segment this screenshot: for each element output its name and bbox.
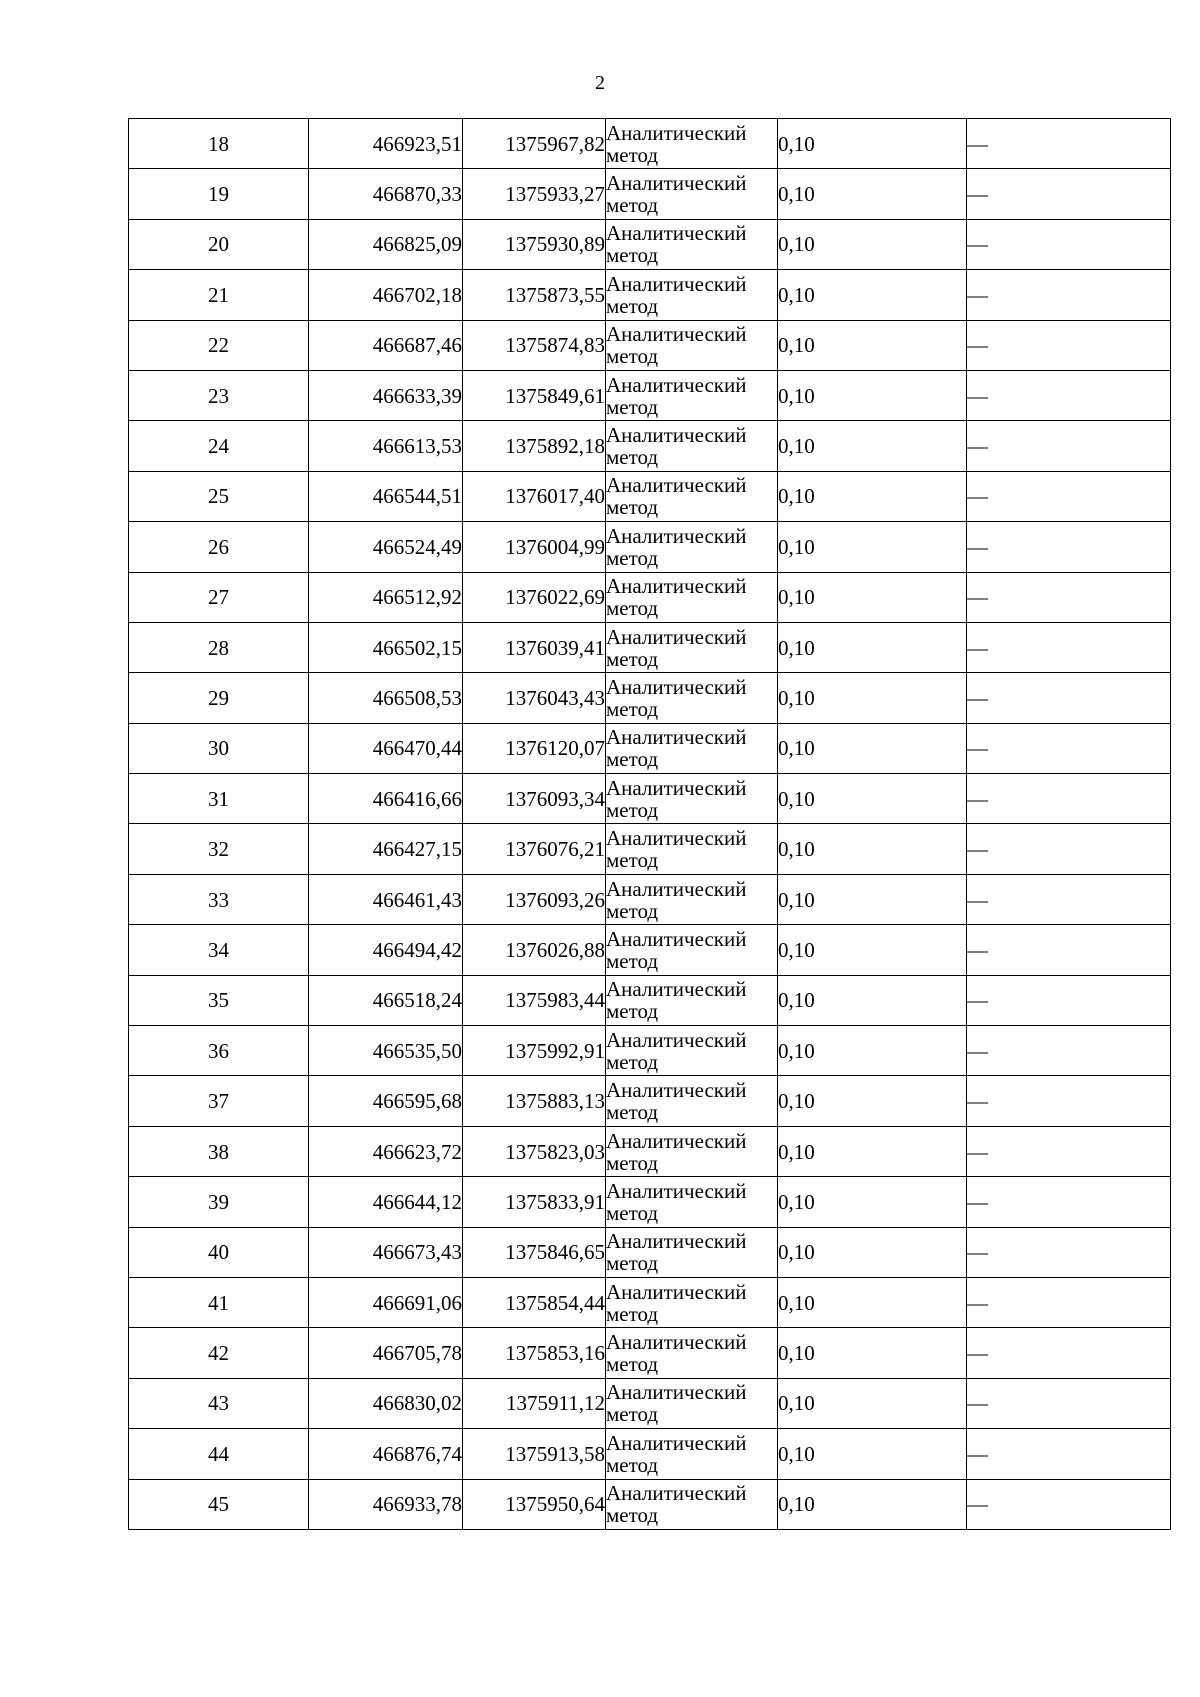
point-number-cell: 21 (129, 270, 309, 320)
description-cell: — (967, 1076, 1171, 1126)
x-coordinate-cell: 466825,09 (309, 219, 463, 269)
y-coordinate-cell: 1375853,16 (463, 1328, 606, 1378)
point-number-cell: 35 (129, 975, 309, 1025)
method-line-2: метод (606, 193, 659, 218)
y-coordinate-cell: 1375983,44 (463, 975, 606, 1025)
method-cell (606, 1227, 778, 1277)
method-line-1: Аналитический (606, 322, 747, 347)
x-coordinate-cell: 466502,15 (309, 622, 463, 672)
x-coordinate-cell: 466524,49 (309, 522, 463, 572)
method-line-2: метод (606, 243, 659, 268)
method-cell (606, 1026, 778, 1076)
point-number-cell: 27 (129, 572, 309, 622)
method-line-1: Аналитический (606, 1128, 747, 1153)
method-line-1: Аналитический (606, 423, 747, 448)
method-cell (606, 1429, 778, 1479)
description-cell: — (967, 622, 1171, 672)
method-line-2: метод (606, 1301, 659, 1326)
method-cell (606, 1277, 778, 1327)
accuracy-cell: 0,10 (778, 119, 967, 169)
method-line-1: Аналитический (606, 574, 747, 599)
x-coordinate-cell: 466416,66 (309, 774, 463, 824)
method-line-1: Аналитический (606, 473, 747, 498)
accuracy-cell: 0,10 (778, 421, 967, 471)
description-cell: — (967, 572, 1171, 622)
method-line-2: метод (606, 898, 659, 923)
accuracy-cell: 0,10 (778, 320, 967, 370)
description-cell: — (967, 1126, 1171, 1176)
method-cell (606, 622, 778, 672)
point-number-cell: 33 (129, 874, 309, 924)
x-coordinate-cell: 466494,42 (309, 925, 463, 975)
method-line-1: Аналитический (606, 876, 747, 901)
x-coordinate-cell: 466470,44 (309, 723, 463, 773)
table-row (129, 673, 1171, 723)
table-row (129, 723, 1171, 773)
y-coordinate-cell: 1376039,41 (463, 622, 606, 672)
y-coordinate-cell: 1375911,12 (463, 1378, 606, 1428)
y-coordinate-cell: 1375992,91 (463, 1026, 606, 1076)
method-line-1: Аналитический (606, 1380, 747, 1405)
description-cell: — (967, 723, 1171, 773)
method-cell (606, 421, 778, 471)
method-line-1: Аналитический (606, 1229, 747, 1254)
method-line-2: метод (606, 1200, 659, 1225)
description-cell: — (967, 925, 1171, 975)
method-line-1: Аналитический (606, 977, 747, 1002)
method-line-1: Аналитический (606, 775, 747, 800)
description-cell: — (967, 1026, 1171, 1076)
table-row (129, 471, 1171, 521)
table-row (129, 522, 1171, 572)
point-number-cell: 20 (129, 219, 309, 269)
method-line-1: Аналитический (606, 120, 747, 145)
point-number-cell: 43 (129, 1378, 309, 1428)
table-row (129, 119, 1171, 169)
method-cell (606, 975, 778, 1025)
method-line-1: Аналитический (606, 674, 747, 699)
method-line-1: Аналитический (606, 624, 747, 649)
x-coordinate-cell: 466633,39 (309, 370, 463, 420)
point-number-cell: 34 (129, 925, 309, 975)
method-line-1: Аналитический (606, 1330, 747, 1355)
method-line-2: метод (606, 1452, 659, 1477)
table-row (129, 774, 1171, 824)
y-coordinate-cell: 1376093,26 (463, 874, 606, 924)
table-row (129, 1429, 1171, 1479)
y-coordinate-cell: 1375892,18 (463, 421, 606, 471)
y-coordinate-cell: 1375873,55 (463, 270, 606, 320)
y-coordinate-cell: 1376076,21 (463, 824, 606, 874)
method-cell (606, 119, 778, 169)
x-coordinate-cell: 466595,68 (309, 1076, 463, 1126)
table-row (129, 1076, 1171, 1126)
point-number-cell: 45 (129, 1479, 309, 1529)
y-coordinate-cell: 1376093,34 (463, 774, 606, 824)
description-cell: — (967, 169, 1171, 219)
x-coordinate-cell: 466923,51 (309, 119, 463, 169)
page-number: 2 (595, 72, 605, 94)
point-number-cell: 32 (129, 824, 309, 874)
method-cell (606, 370, 778, 420)
x-coordinate-cell: 466933,78 (309, 1479, 463, 1529)
method-line-1: Аналитический (606, 372, 747, 397)
method-line-2: метод (606, 596, 659, 621)
method-line-1: Аналитический (606, 1279, 747, 1304)
method-cell (606, 1076, 778, 1126)
method-line-2: метод (606, 1049, 659, 1074)
x-coordinate-cell: 466613,53 (309, 421, 463, 471)
description-cell: — (967, 1328, 1171, 1378)
method-cell (606, 270, 778, 320)
accuracy-cell: 0,10 (778, 824, 967, 874)
description-cell: — (967, 1378, 1171, 1428)
point-number-cell: 41 (129, 1277, 309, 1327)
method-cell (606, 320, 778, 370)
description-cell: — (967, 421, 1171, 471)
accuracy-cell: 0,10 (778, 370, 967, 420)
accuracy-cell: 0,10 (778, 471, 967, 521)
method-cell (606, 723, 778, 773)
x-coordinate-cell: 466691,06 (309, 1277, 463, 1327)
table-row (129, 370, 1171, 420)
method-line-2: метод (606, 1503, 659, 1528)
method-line-2: метод (606, 1251, 659, 1276)
x-coordinate-cell: 466687,46 (309, 320, 463, 370)
accuracy-cell: 0,10 (778, 1177, 967, 1227)
description-cell: — (967, 219, 1171, 269)
point-number-cell: 42 (129, 1328, 309, 1378)
method-line-1: Аналитический (606, 221, 747, 246)
accuracy-cell: 0,10 (778, 774, 967, 824)
x-coordinate-cell: 466508,53 (309, 673, 463, 723)
description-cell: — (967, 320, 1171, 370)
x-coordinate-cell: 466673,43 (309, 1227, 463, 1277)
table-row (129, 975, 1171, 1025)
point-number-cell: 40 (129, 1227, 309, 1277)
table-row (129, 1328, 1171, 1378)
method-cell (606, 572, 778, 622)
method-line-1: Аналитический (606, 1178, 747, 1203)
x-coordinate-cell: 466830,02 (309, 1378, 463, 1428)
method-line-2: метод (606, 394, 659, 419)
point-number-cell: 18 (129, 119, 309, 169)
method-line-2: метод (606, 848, 659, 873)
description-cell: — (967, 119, 1171, 169)
y-coordinate-cell: 1375967,82 (463, 119, 606, 169)
accuracy-cell: 0,10 (778, 1026, 967, 1076)
method-line-2: метод (606, 545, 659, 570)
y-coordinate-cell: 1376120,07 (463, 723, 606, 773)
x-coordinate-cell: 466644,12 (309, 1177, 463, 1227)
y-coordinate-cell: 1376004,99 (463, 522, 606, 572)
method-line-2: метод (606, 293, 659, 318)
table-row (129, 572, 1171, 622)
y-coordinate-cell: 1376026,88 (463, 925, 606, 975)
accuracy-cell: 0,10 (778, 522, 967, 572)
y-coordinate-cell: 1375849,61 (463, 370, 606, 420)
method-line-2: метод (606, 797, 659, 822)
accuracy-cell: 0,10 (778, 219, 967, 269)
method-line-1: Аналитический (606, 523, 747, 548)
x-coordinate-cell: 466427,15 (309, 824, 463, 874)
coordinates-table-body (129, 119, 1171, 1530)
y-coordinate-cell: 1375933,27 (463, 169, 606, 219)
description-cell: — (967, 1177, 1171, 1227)
method-cell (606, 1479, 778, 1529)
method-line-1: Аналитический (606, 926, 747, 951)
accuracy-cell: 0,10 (778, 1378, 967, 1428)
method-line-1: Аналитический (606, 826, 747, 851)
table-row (129, 169, 1171, 219)
method-cell (606, 219, 778, 269)
table-row (129, 421, 1171, 471)
method-cell (606, 169, 778, 219)
accuracy-cell: 0,10 (778, 572, 967, 622)
method-line-2: метод (606, 344, 659, 369)
method-cell (606, 471, 778, 521)
accuracy-cell: 0,10 (778, 622, 967, 672)
accuracy-cell: 0,10 (778, 723, 967, 773)
table-row (129, 1126, 1171, 1176)
description-cell: — (967, 522, 1171, 572)
method-cell (606, 774, 778, 824)
x-coordinate-cell: 466623,72 (309, 1126, 463, 1176)
table-row (129, 219, 1171, 269)
table-row (129, 1177, 1171, 1227)
method-cell (606, 824, 778, 874)
description-cell: — (967, 1277, 1171, 1327)
method-line-2: метод (606, 999, 659, 1024)
point-number-cell: 36 (129, 1026, 309, 1076)
method-cell (606, 925, 778, 975)
method-line-2: метод (606, 495, 659, 520)
point-number-cell: 28 (129, 622, 309, 672)
point-number-cell: 25 (129, 471, 309, 521)
x-coordinate-cell: 466518,24 (309, 975, 463, 1025)
table-row (129, 1227, 1171, 1277)
method-line-1: Аналитический (606, 1078, 747, 1103)
method-line-2: метод (606, 1402, 659, 1427)
accuracy-cell: 0,10 (778, 270, 967, 320)
point-number-cell: 29 (129, 673, 309, 723)
accuracy-cell: 0,10 (778, 1479, 967, 1529)
description-cell: — (967, 975, 1171, 1025)
method-line-2: метод (606, 646, 659, 671)
x-coordinate-cell: 466512,92 (309, 572, 463, 622)
accuracy-cell: 0,10 (778, 1429, 967, 1479)
method-cell (606, 874, 778, 924)
coordinates-table (128, 118, 1171, 1530)
method-cell (606, 1378, 778, 1428)
y-coordinate-cell: 1375833,91 (463, 1177, 606, 1227)
method-cell (606, 1126, 778, 1176)
y-coordinate-cell: 1375854,44 (463, 1277, 606, 1327)
method-line-2: метод (606, 142, 659, 167)
point-number-cell: 19 (129, 169, 309, 219)
table-row (129, 1277, 1171, 1327)
accuracy-cell: 0,10 (778, 1076, 967, 1126)
method-line-1: Аналитический (606, 1027, 747, 1052)
y-coordinate-cell: 1375950,64 (463, 1479, 606, 1529)
y-coordinate-cell: 1375883,13 (463, 1076, 606, 1126)
accuracy-cell: 0,10 (778, 169, 967, 219)
point-number-cell: 26 (129, 522, 309, 572)
description-cell: — (967, 824, 1171, 874)
description-cell: — (967, 370, 1171, 420)
method-cell (606, 1177, 778, 1227)
description-cell: — (967, 874, 1171, 924)
accuracy-cell: 0,10 (778, 874, 967, 924)
y-coordinate-cell: 1375930,89 (463, 219, 606, 269)
point-number-cell: 23 (129, 370, 309, 420)
point-number-cell: 37 (129, 1076, 309, 1126)
point-number-cell: 44 (129, 1429, 309, 1479)
y-coordinate-cell: 1375874,83 (463, 320, 606, 370)
y-coordinate-cell: 1375846,65 (463, 1227, 606, 1277)
table-row (129, 874, 1171, 924)
point-number-cell: 39 (129, 1177, 309, 1227)
method-line-1: Аналитический (606, 1481, 747, 1506)
table-row (129, 320, 1171, 370)
table-row (129, 1378, 1171, 1428)
point-number-cell: 22 (129, 320, 309, 370)
description-cell: — (967, 1227, 1171, 1277)
x-coordinate-cell: 466461,43 (309, 874, 463, 924)
table-row (129, 1026, 1171, 1076)
method-line-1: Аналитический (606, 171, 747, 196)
accuracy-cell: 0,10 (778, 925, 967, 975)
x-coordinate-cell: 466705,78 (309, 1328, 463, 1378)
table-row (129, 1479, 1171, 1529)
accuracy-cell: 0,10 (778, 1277, 967, 1327)
description-cell: — (967, 774, 1171, 824)
method-line-2: метод (606, 1352, 659, 1377)
point-number-cell: 30 (129, 723, 309, 773)
method-cell (606, 522, 778, 572)
method-line-2: метод (606, 747, 659, 772)
x-coordinate-cell: 466544,51 (309, 471, 463, 521)
point-number-cell: 31 (129, 774, 309, 824)
point-number-cell: 24 (129, 421, 309, 471)
table-row (129, 925, 1171, 975)
method-line-2: метод (606, 696, 659, 721)
y-coordinate-cell: 1376022,69 (463, 572, 606, 622)
description-cell: — (967, 1429, 1171, 1479)
x-coordinate-cell: 466870,33 (309, 169, 463, 219)
method-line-2: метод (606, 1100, 659, 1125)
x-coordinate-cell: 466876,74 (309, 1429, 463, 1479)
table-row (129, 622, 1171, 672)
method-line-1: Аналитический (606, 271, 747, 296)
description-cell: — (967, 673, 1171, 723)
accuracy-cell: 0,10 (778, 673, 967, 723)
y-coordinate-cell: 1376017,40 (463, 471, 606, 521)
accuracy-cell: 0,10 (778, 1328, 967, 1378)
y-coordinate-cell: 1375823,03 (463, 1126, 606, 1176)
method-line-2: метод (606, 1150, 659, 1175)
y-coordinate-cell: 1376043,43 (463, 673, 606, 723)
method-cell (606, 673, 778, 723)
x-coordinate-cell: 466535,50 (309, 1026, 463, 1076)
description-cell: — (967, 471, 1171, 521)
method-line-2: метод (606, 948, 659, 973)
table-row (129, 270, 1171, 320)
method-line-1: Аналитический (606, 725, 747, 750)
point-number-cell: 38 (129, 1126, 309, 1176)
method-line-2: метод (606, 445, 659, 470)
accuracy-cell: 0,10 (778, 975, 967, 1025)
accuracy-cell: 0,10 (778, 1126, 967, 1176)
y-coordinate-cell: 1375913,58 (463, 1429, 606, 1479)
table-row (129, 824, 1171, 874)
x-coordinate-cell: 466702,18 (309, 270, 463, 320)
method-line-1: Аналитический (606, 1430, 747, 1455)
accuracy-cell: 0,10 (778, 1227, 967, 1277)
description-cell: — (967, 270, 1171, 320)
method-cell (606, 1328, 778, 1378)
description-cell: — (967, 1479, 1171, 1529)
